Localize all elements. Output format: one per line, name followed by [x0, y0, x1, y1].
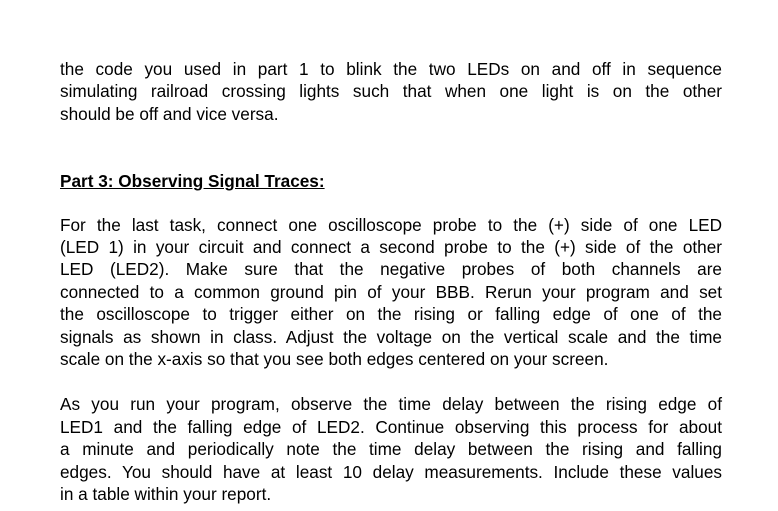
task-line: the oscilloscope to trigger either on the rising or falling edge of one of the: [60, 304, 722, 325]
task-line: scale on the x-axis so that you see both edges centered on your screen.: [60, 349, 609, 370]
intro-line: should be off and vice versa.: [60, 103, 279, 124]
observe-line: As you run your program, observe the time delay between the rising edge of: [60, 394, 722, 415]
task-line: For the last task, connect one oscilloscope probe to the (+) side of one LED: [60, 214, 722, 235]
document-page: [60, 58, 722, 506]
observe-line: a minute and periodically note the time delay between the rising and falling: [60, 439, 722, 460]
intro-line: simulating railroad crossing lights such that when one light is on the other: [60, 81, 722, 102]
observe-paragraph: [60, 393, 722, 505]
section-heading: Part 3: Observing Signal Traces:: [60, 171, 325, 192]
task-line: LED (LED2). Make sure that the negative probes of both channels are: [60, 259, 722, 280]
observe-line: edges. You should have at least 10 delay measurements. Include these values: [60, 461, 722, 482]
intro-line: the code you used in part 1 to blink the two LEDs on and off in sequence: [60, 59, 722, 79]
task-line: connected to a common ground pin of your BBB. Rerun your program and set: [60, 281, 722, 302]
observe-line: in a table within your report.: [60, 484, 272, 505]
task-paragraph: [60, 214, 722, 371]
task-line: signals as shown in class. Adjust the voltage on the vertical scale and the time: [60, 326, 722, 347]
intro-paragraph: [60, 58, 722, 125]
task-line: (LED 1) in your circuit and connect a second probe to the (+) side of the other: [60, 237, 722, 258]
observe-line: LED1 and the falling edge of LED2. Continue observing this process for about: [60, 416, 722, 437]
